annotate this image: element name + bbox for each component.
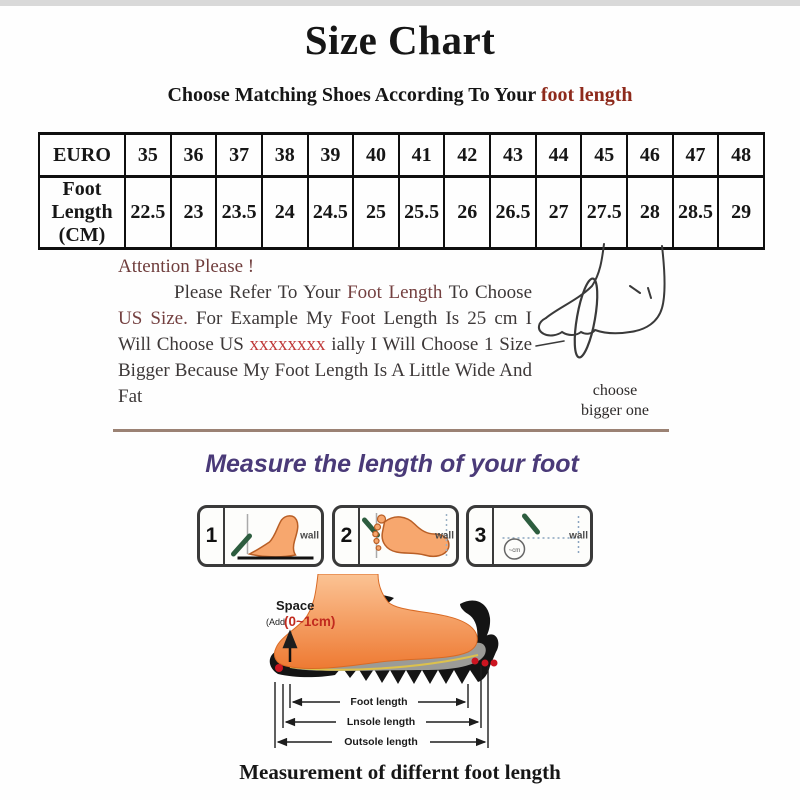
attention-text: To Choose <box>442 282 532 303</box>
table-row-foot-length <box>39 177 764 249</box>
sketch-caption-line2: bigger one <box>581 402 649 419</box>
heel-marker-dot <box>491 660 498 667</box>
euro-size: 46 <box>627 134 673 177</box>
foot-length-value: 24 <box>262 177 308 249</box>
toe <box>375 524 381 530</box>
wall-label: wall <box>569 530 588 542</box>
euro-size: 47 <box>673 134 719 177</box>
foot-length-value: 26.5 <box>490 177 536 249</box>
foot-length-value: 29 <box>718 177 764 249</box>
step-1-illustration <box>225 508 321 564</box>
foot-length-label: Foot length <box>350 696 408 708</box>
sketch-pointer-line <box>536 341 564 346</box>
foot-length-value: 25 <box>353 177 399 249</box>
foot-length-value: 28 <box>627 177 673 249</box>
size-table <box>38 132 765 250</box>
attention-paragraph <box>118 280 532 410</box>
step-3-illustration <box>494 508 590 564</box>
euro-size: 41 <box>399 134 445 177</box>
euro-header: EURO <box>39 134 125 177</box>
foot-length-value: 27 <box>536 177 582 249</box>
attention-text: For Example My Foot Length Is 25 cm I Will Choose US <box>118 308 533 355</box>
step-number: 3 <box>469 508 494 564</box>
toe-marker-dot <box>275 664 283 672</box>
section-divider <box>113 429 669 432</box>
euro-size: 48 <box>718 134 764 177</box>
subtitle-prefix: Choose Matching Shoes According To Your <box>167 84 541 106</box>
foot-length-value: 22.5 <box>125 177 171 249</box>
step-number: 2 <box>335 508 360 564</box>
space-add-prefix: (Add <box>266 617 286 627</box>
subtitle <box>0 84 800 107</box>
heel-marker-dot <box>482 660 489 667</box>
cm-circle-label: ~cm <box>508 548 521 554</box>
foot-length-header: Foot Length (CM) <box>39 177 125 249</box>
foot-length-value: 28.5 <box>673 177 719 249</box>
toe <box>378 515 386 523</box>
foot-length-value: 23.5 <box>216 177 262 249</box>
attention-text: ially I Will Choose 1 Size Bigger Because My Foot Length Is A Little Wide And Fat <box>118 334 533 407</box>
sketch-caption <box>535 381 695 421</box>
toe <box>374 539 379 544</box>
foot-length-value: 27.5 <box>581 177 627 249</box>
euro-size: 36 <box>171 134 217 177</box>
space-add-value: (0~1cm) <box>284 614 336 629</box>
foot-length-value: 26 <box>444 177 490 249</box>
space-label: Space <box>276 598 315 613</box>
attention-censored-size: xxxxxxxx <box>249 334 326 355</box>
measure-step-3 <box>466 505 593 567</box>
attention-heading: Attention Please ! <box>118 256 255 277</box>
subtitle-highlight: foot length <box>540 84 633 106</box>
outsole-length-label: Outsole length <box>344 736 418 748</box>
foot-measurement-diagram <box>238 574 506 764</box>
page-title: Size Chart <box>304 17 496 63</box>
step-number: 1 <box>200 508 225 564</box>
euro-size: 42 <box>444 134 490 177</box>
attention-us-size: US Size. <box>118 308 188 329</box>
euro-size: 35 <box>125 134 171 177</box>
footer-caption: Measurement of differnt foot length <box>239 760 561 784</box>
toe <box>373 531 378 536</box>
insole-length-label: Lnsole length <box>346 716 416 728</box>
sketch-caption-line1: choose <box>592 382 638 399</box>
foot-length-value: 25.5 <box>399 177 445 249</box>
top-border-strip <box>0 0 800 6</box>
euro-size: 39 <box>308 134 354 177</box>
foot-sketch-drawing <box>534 242 726 370</box>
attention-note <box>118 254 532 410</box>
foot-side-view <box>250 516 298 557</box>
sketch-toes <box>539 318 630 335</box>
toe <box>376 546 381 551</box>
euro-size: 44 <box>536 134 582 177</box>
attention-text: Please Refer To Your <box>174 282 348 303</box>
euro-size: 45 <box>581 134 627 177</box>
step-2-illustration <box>360 508 456 564</box>
measure-heading: Measure the length of your foot <box>205 450 579 478</box>
measure-step-1 <box>197 505 324 567</box>
measure-step-2 <box>332 505 459 567</box>
heel-marker-dot <box>472 658 479 665</box>
euro-size: 43 <box>490 134 536 177</box>
foot-length-value: 24.5 <box>308 177 354 249</box>
euro-size: 38 <box>262 134 308 177</box>
wall-label: wall <box>435 530 454 542</box>
wall-label: wall <box>300 530 319 542</box>
euro-size: 37 <box>216 134 262 177</box>
foot-length-value: 23 <box>171 177 217 249</box>
measuring-tape-loop <box>570 277 602 359</box>
euro-size: 40 <box>353 134 399 177</box>
table-row-euro <box>39 134 764 177</box>
sketch-ankle-marks <box>630 286 651 298</box>
pen-icon <box>525 516 538 532</box>
attention-foot-length: Foot Length <box>347 282 443 303</box>
